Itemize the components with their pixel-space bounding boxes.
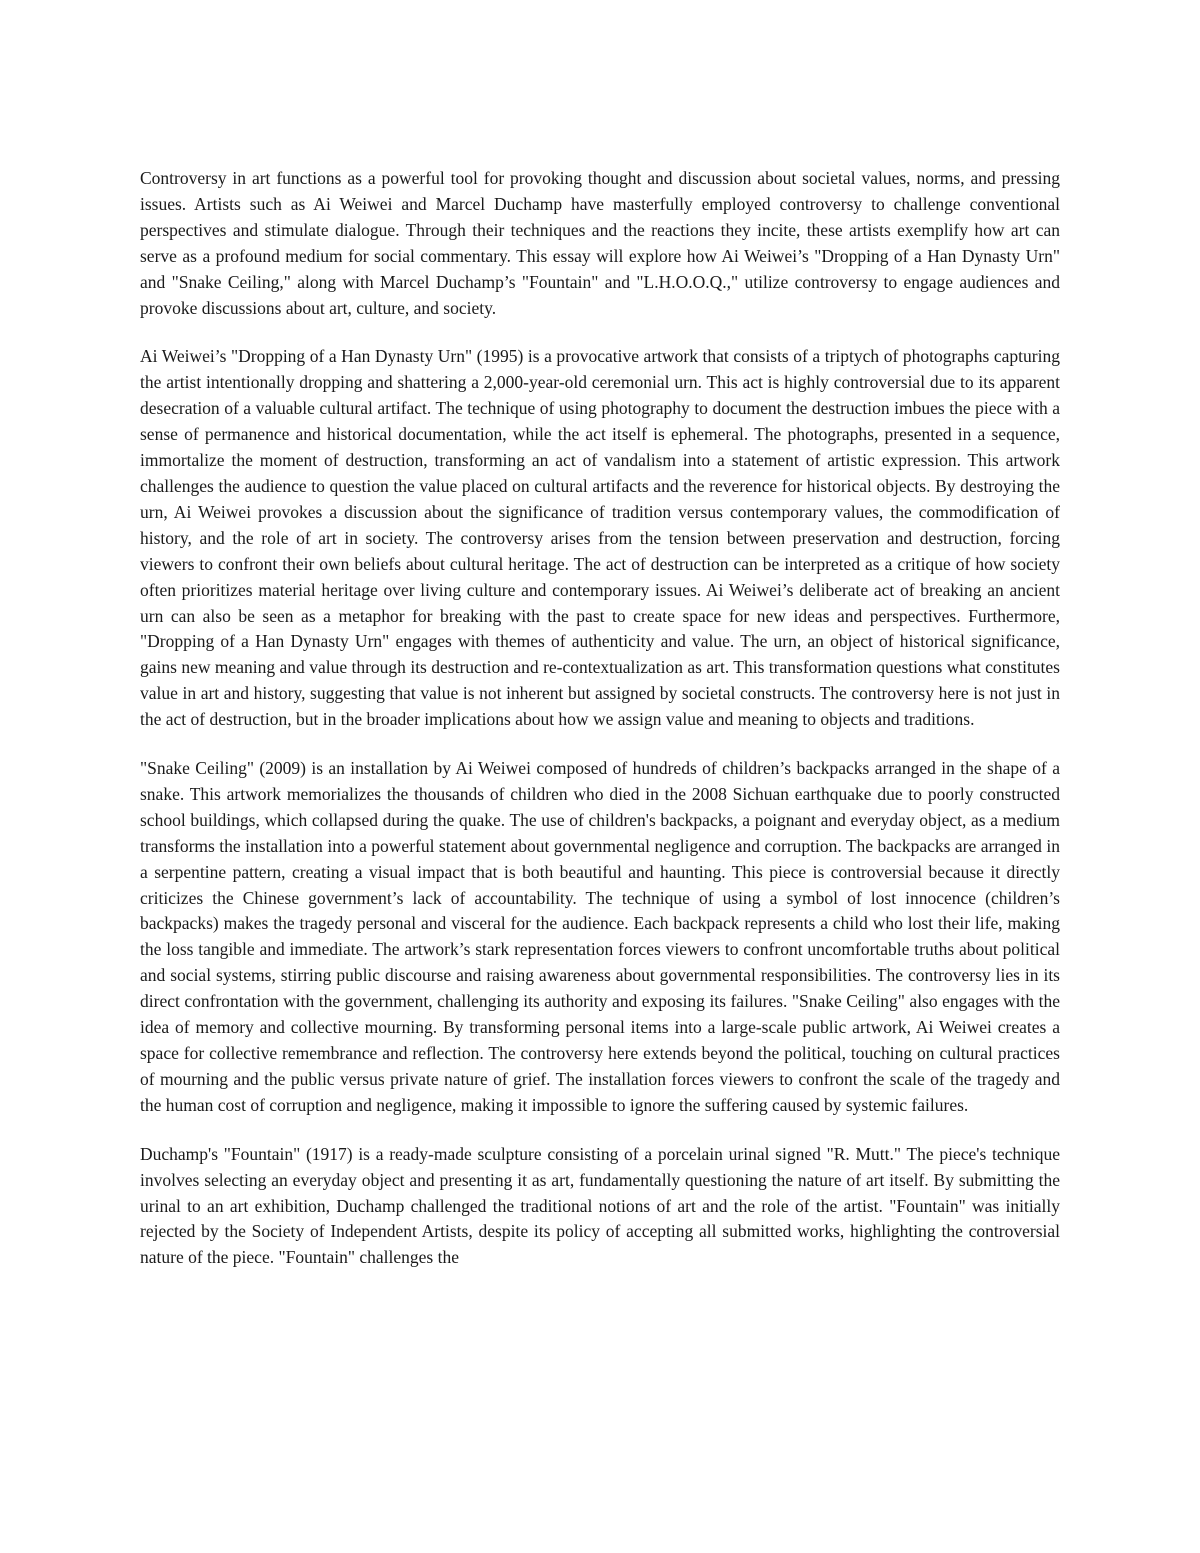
document-page <box>140 166 1060 1271</box>
paragraph-fountain: Duchamp's "Fountain" (1917) is a ready-made sculpture consisting of a porcelain urinal signed "R. Mutt." The piece's technique involves selecting an everyday object and presenting it as art, fundamentally questioning the nature of art itself. By submitting the urinal to an art exhibition, Duchamp challenged the traditional notions of art and the role of the artist. "Fountain" was initially rejected by the Society of Independent Artists, despite its policy of accepting all submitted works, highlighting the controversial nature of the piece. "Fountain" challenges the <box>140 1143 1060 1268</box>
paragraph-snake-ceiling: "Snake Ceiling" (2009) is an installation by Ai Weiwei composed of hundreds of children’s backpacks arranged in the shape of a snake. This artwork memorializes the thousands of children who died in the 2008 Sichuan earthquake due to poorly constructed school buildings, which collapsed during the quake. The use of children's backpacks, a poignant and everyday object, as a medium transforms the installation into a powerful statement about governmental negligence and corruption. The backpacks are arranged in a serpentine pattern, creating a visual impact that is both beautiful and haunting. This piece is controversial because it directly criticizes the Chinese government’s lack of accountability. The technique of using a symbol of lost innocence (children’s backpacks) makes the tragedy personal and visceral for the audience. Each backpack represents a child who lost their life, making the loss tangible and immediate. The artwork’s stark representation forces viewers to confront uncomfortable truths about political and social systems, stirring public discourse and raising awareness about governmental responsibilities. The controversy lies in its direct confrontation with the government, challenging its authority and exposing its failures. "Snake Ceiling" also engages with the idea of memory and collective mourning. By transforming personal items into a large-scale public artwork, Ai Weiwei creates a space for collective remembrance and reflection. The controversy here extends beyond the political, touching on cultural practices of mourning and the public versus private nature of grief. The installation forces viewers to confront the scale of the tragedy and the human cost of corruption and negligence, making it impossible to ignore the suffering caused by systemic failures. <box>140 758 1060 1115</box>
paragraph-introduction: Controversy in art functions as a powerful tool for provoking thought and discussion about societal values, norms, and pressing issues. Artists such as Ai Weiwei and Marcel Duchamp have masterfully employed controversy to challenge conventional perspectives and stimulate dialogue. Through their techniques and the reactions they incite, these artists exemplify how art can serve as a profound medium for social commentary. This essay will explore how Ai Weiwei’s "Dropping of a Han Dynasty Urn" and "Snake Ceiling," along with Marcel Duchamp’s "Fountain" and "L.H.O.O.Q.," utilize controversy to engage audiences and provoke discussions about art, culture, and society. <box>140 168 1060 318</box>
paragraph-han-dynasty-urn: Ai Weiwei’s "Dropping of a Han Dynasty Urn" (1995) is a provocative artwork that consists of a triptych of photographs capturing the artist intentionally dropping and shattering a 2,000-year-old ceremonial urn. This act is highly controversial due to its apparent desecration of a valuable cultural artifact. The technique of using photography to document the destruction imbues the piece with a sense of permanence and historical documentation, while the act itself is ephemeral. The photographs, presented in a sequence, immortalize the moment of destruction, transforming an act of vandalism into a statement of artistic expression. This artwork challenges the audience to question the value placed on cultural artifacts and the reverence for historical objects. By destroying the urn, Ai Weiwei provokes a discussion about the significance of tradition versus contemporary values, the commodification of history, and the role of art in society. The controversy arises from the tension between preservation and destruction, forcing viewers to confront their own beliefs about cultural heritage. The act of destruction can be interpreted as a critique of how society often prioritizes material heritage over living culture and contemporary issues. Ai Weiwei’s deliberate act of breaking an ancient urn can also be seen as a metaphor for breaking with the past to create space for new ideas and perspectives. Furthermore, "Dropping of a Han Dynasty Urn" engages with themes of authenticity and value. The urn, an object of historical significance, gains new meaning and value through its destruction and re-contextualization as art. This transformation questions what constitutes value in art and history, suggesting that value is not inherent but assigned by societal constructs. The controversy here is not just in the act of destruction, but in the broader implications about how we assign value and meaning to objects and traditions. <box>140 346 1060 730</box>
